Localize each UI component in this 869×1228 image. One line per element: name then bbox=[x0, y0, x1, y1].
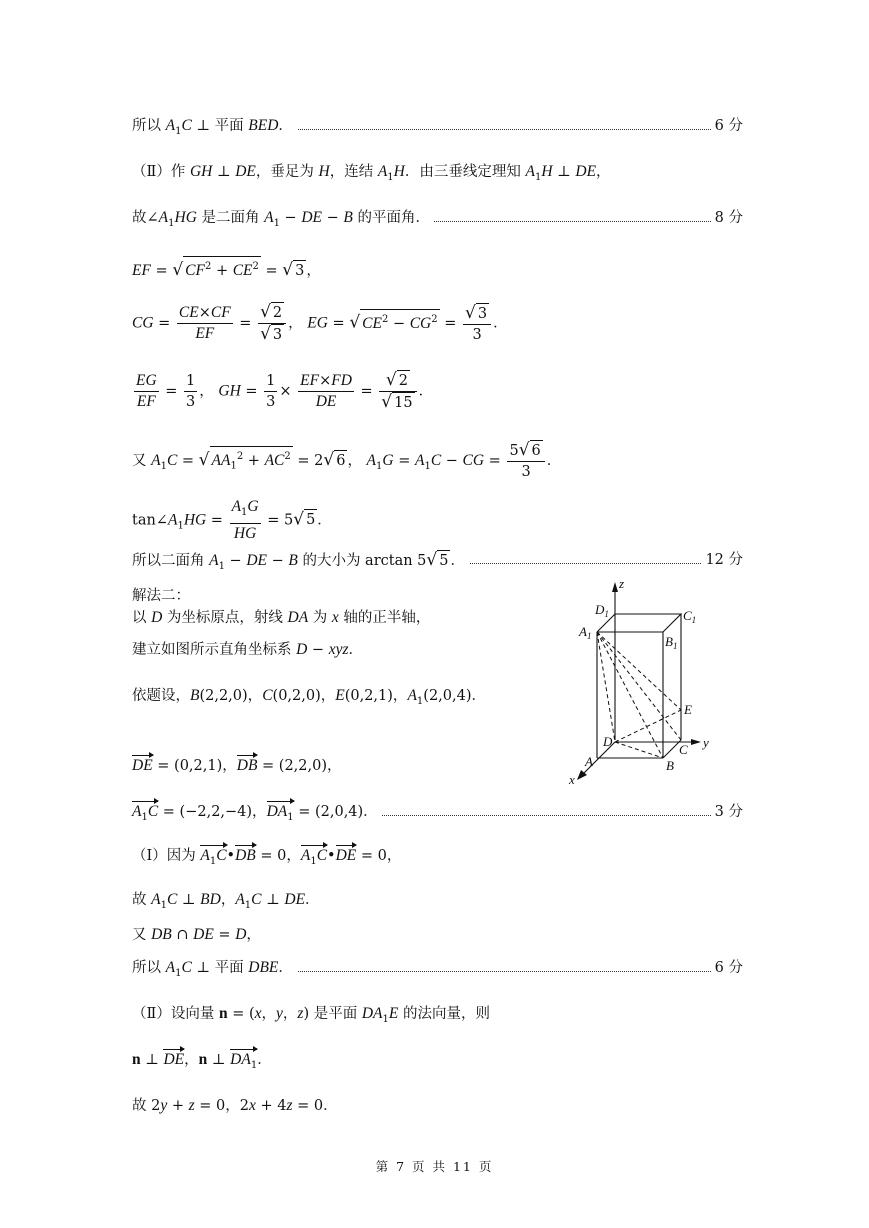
label-c: C bbox=[679, 742, 688, 757]
page-footer: 第 7 页 共 11 页 bbox=[375, 1159, 494, 1174]
step-conclusion-2 bbox=[132, 958, 743, 978]
label-e: E bbox=[684, 702, 692, 717]
label-y: y bbox=[703, 735, 709, 750]
label-b: B bbox=[666, 758, 674, 773]
dot-products: （Ⅰ）因为 $A_1C•DB = 0$，$A_1C•DE = 0$， bbox=[132, 846, 401, 872]
step-conclusion-1 bbox=[132, 116, 743, 136]
label-c1: $C_1$ bbox=[683, 608, 697, 625]
line-text: 所以 $A_1C$ ⊥ 平面 DBE． bbox=[132, 958, 297, 984]
formula-a1c-a1g: 又 $A_1C$ = √ $AA_1^2 + AC^2 = 2√$ 6 ， $A_1G = A_1C$ − CG = $\frac{5√ 6}{3}$ ． bbox=[132, 440, 562, 480]
label-d1: $D_1$ bbox=[595, 602, 609, 619]
y-axis-arrow bbox=[691, 739, 701, 745]
label-a1: $A_1$ bbox=[579, 624, 592, 641]
label-d: D bbox=[603, 734, 613, 749]
coordinate-origin-text: 以 D 为坐标原点，射线 DA 为 x 轴的正半轴， bbox=[132, 609, 431, 626]
coordinate-prism-figure bbox=[563, 570, 713, 790]
score-mark: 6 分 bbox=[711, 958, 743, 978]
score-mark: 6 分 bbox=[711, 116, 743, 136]
score-mark: 8 分 bbox=[711, 208, 743, 228]
z-axis-arrow bbox=[612, 582, 618, 592]
step-plane-angle bbox=[132, 208, 743, 228]
normal-vector-setup: （Ⅱ）设向量 n = (x，y，z) 是平面 $DA_1E$ 的法向量，则 bbox=[132, 1005, 490, 1025]
score-mark: 3 分 bbox=[711, 802, 743, 822]
formula-gh: $\frac{EG}{EF}$ = $\frac{1}{3}$ ， GH = $\frac{1}{3}$ × $\frac{EF\times FD}{DE}$ = $\frac{√ 2}{√ 15}$ ． bbox=[136, 370, 434, 412]
vectors-a1c-da1 bbox=[132, 802, 743, 822]
score-mark: 12 分 bbox=[701, 550, 743, 570]
formula-ef: EF = √ $CF^2 + CE^2$ = √ 3 ， bbox=[132, 256, 321, 281]
label-b1: $B_1$ bbox=[665, 634, 678, 651]
method-two-heading: 解法二： bbox=[132, 588, 190, 604]
line-text: 所以 $A_1C$ ⊥ 平面 BED． bbox=[132, 116, 297, 142]
normal-vector-equations: 故 2y + z = 0，2x + 4z = 0． bbox=[132, 1097, 338, 1114]
step-part2-construction: （Ⅱ）作 GH ⊥ DE，垂足为 H，连结 $A_1H$．由三垂线定理知 $A_1H$ ⊥ DE， bbox=[132, 163, 611, 183]
line-text: 故$\angle A_1HG$ 是二面角 $A_1$ − DE − B 的平面角． bbox=[132, 208, 434, 234]
vectors-de-db: DE = (0,2,1)，DB = (2,2,0)， bbox=[132, 757, 342, 774]
line-text: 所以二面角 $A_1$ − DE − B 的大小为 arctan 5√ 5 ． bbox=[132, 550, 469, 577]
intersection-line: 又 DB ∩ DE = D， bbox=[132, 926, 261, 943]
label-x: x bbox=[569, 772, 575, 787]
formula-cg-eg: CG = $\frac{CE\times CF}{EF}$ = $\frac{√ 2}{√ 3}$ ， EG = √ $CE^2 - CG^2$ = $\frac{√ 3}{3}$ ． bbox=[132, 302, 508, 344]
dashed-d-e bbox=[615, 710, 681, 742]
step-conclusion-angle bbox=[132, 550, 743, 570]
coordinates-given: 依题设，B(2,2,0)，C(0,2,0)，E(0,2,1)，$A_1(2,0,4)$． bbox=[132, 687, 486, 707]
formula-tan: $\tan\angle A_1HG$ = $\frac{A_1G}{HG}$ = 5√ 5 ． bbox=[132, 498, 332, 542]
top-face bbox=[597, 614, 681, 632]
label-z: z bbox=[619, 576, 625, 591]
line-text: $A_1C = (-2,2,-4)$，$DA_1 = (2,0,4)$． bbox=[132, 802, 382, 828]
perpendicular-result: 故 $A_1C$ ⊥ BD，$A_1C$ ⊥ DE． bbox=[132, 891, 320, 911]
dashed-a1-d bbox=[597, 632, 615, 742]
coordinate-system-text: 建立如图所示直角坐标系 D − xyz． bbox=[132, 641, 363, 658]
label-a: A bbox=[585, 754, 593, 769]
normal-vector-conditions: n ⊥ DE，n ⊥ $DA_1$． bbox=[132, 1050, 272, 1076]
